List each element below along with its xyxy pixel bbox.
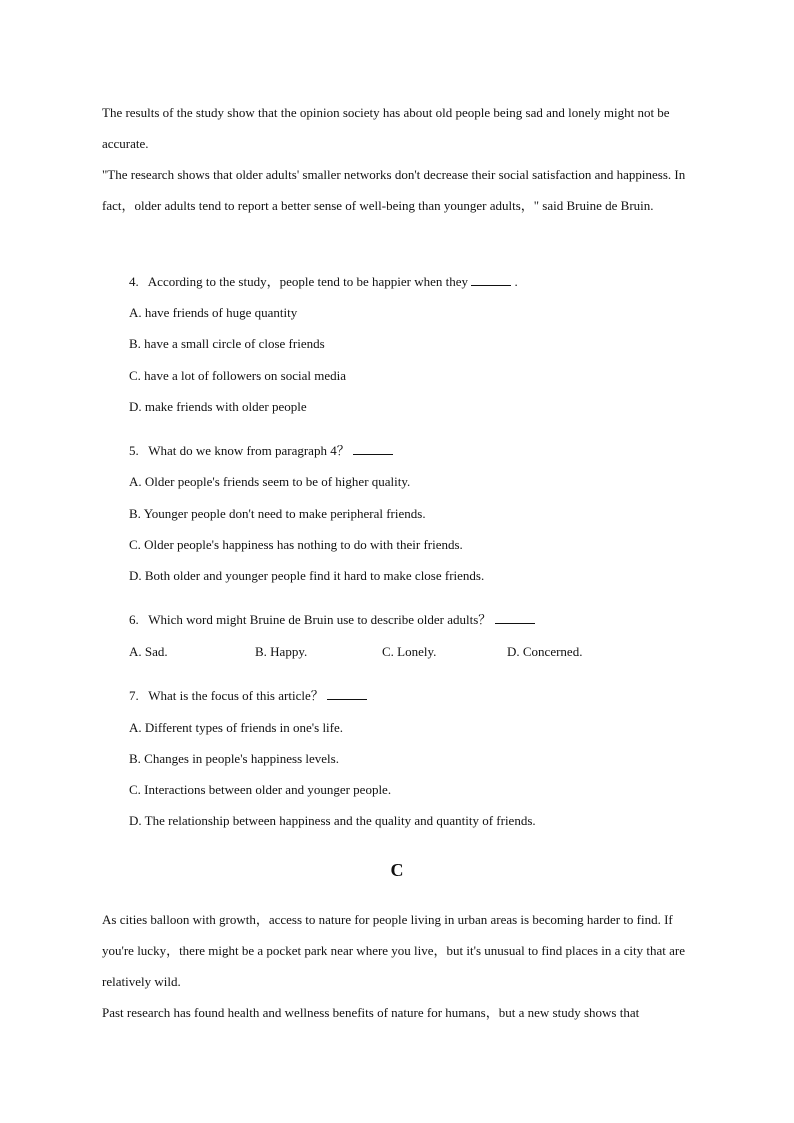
section-c-paragraph-1: As cities balloon with growth，access to nature for people living in urban areas is becoming harder to find. If you're lucky，there might be a pocket park near where you live，but it's unusual to find places in a city that are relatively wild. <box>102 912 686 989</box>
answer-blank[interactable] <box>471 274 511 286</box>
question-number: 7. <box>129 688 139 703</box>
question-7 <box>129 688 367 704</box>
option-b: B. Happy. <box>255 644 308 659</box>
option-a: A. have friends of huge quantity <box>129 305 298 320</box>
option-a: A. Different types of friends in one's life. <box>129 720 344 735</box>
question-4 <box>129 274 518 290</box>
option-b: B. have a small circle of close friends <box>129 336 325 351</box>
answer-blank[interactable] <box>327 688 367 700</box>
question-6 <box>129 612 535 628</box>
question-text: What do we know from paragraph 4？ <box>148 443 350 458</box>
answer-blank[interactable] <box>495 612 535 624</box>
question-number: 6. <box>129 612 139 627</box>
question-number: 4. <box>129 274 139 289</box>
answer-blank[interactable] <box>353 443 393 455</box>
question-end: . <box>514 274 518 289</box>
option-c: C. Interactions between older and younger people. <box>129 782 392 797</box>
options-row <box>129 644 649 660</box>
option-d: D. The relationship between happiness and the quality and quantity of friends. <box>129 813 536 828</box>
question-text: What is the focus of this article？ <box>148 688 324 703</box>
passage-paragraph-1: The results of the study show that the opinion society has about old people being sad and lonely might not be accurate. <box>102 105 670 151</box>
option-d: D. make friends with older people <box>129 399 307 414</box>
option-d: D. Concerned. <box>507 644 583 659</box>
section-title: C <box>390 860 404 880</box>
option-c: C. Lonely. <box>382 644 437 659</box>
question-5 <box>129 443 393 459</box>
option-a: A. Older people's friends seem to be of higher quality. <box>129 474 411 489</box>
question-number: 5. <box>129 443 139 458</box>
option-a: A. Sad. <box>129 644 168 659</box>
option-b: B. Younger people don't need to make peripheral friends. <box>129 506 426 521</box>
section-c-paragraph-2: Past research has found health and wellness benefits of nature for humans，but a new study shows that <box>102 1005 640 1020</box>
option-c: C. Older people's happiness has nothing to do with their friends. <box>129 537 463 552</box>
option-c: C. have a lot of followers on social media <box>129 368 346 383</box>
option-b: B. Changes in people's happiness levels. <box>129 751 339 766</box>
question-text: Which word might Bruine de Bruin use to describe older adults？ <box>148 612 492 627</box>
question-text: According to the study，people tend to be happier when they <box>147 274 469 289</box>
passage-paragraph-2: "The research shows that older adults' smaller networks don't decrease their social satisfaction and happiness. In fact，older adults tend to report a better sense of well-being than younger adults，" said Bruine de Bruin. <box>102 167 686 213</box>
option-d: D. Both older and younger people find it hard to make close friends. <box>129 568 485 583</box>
